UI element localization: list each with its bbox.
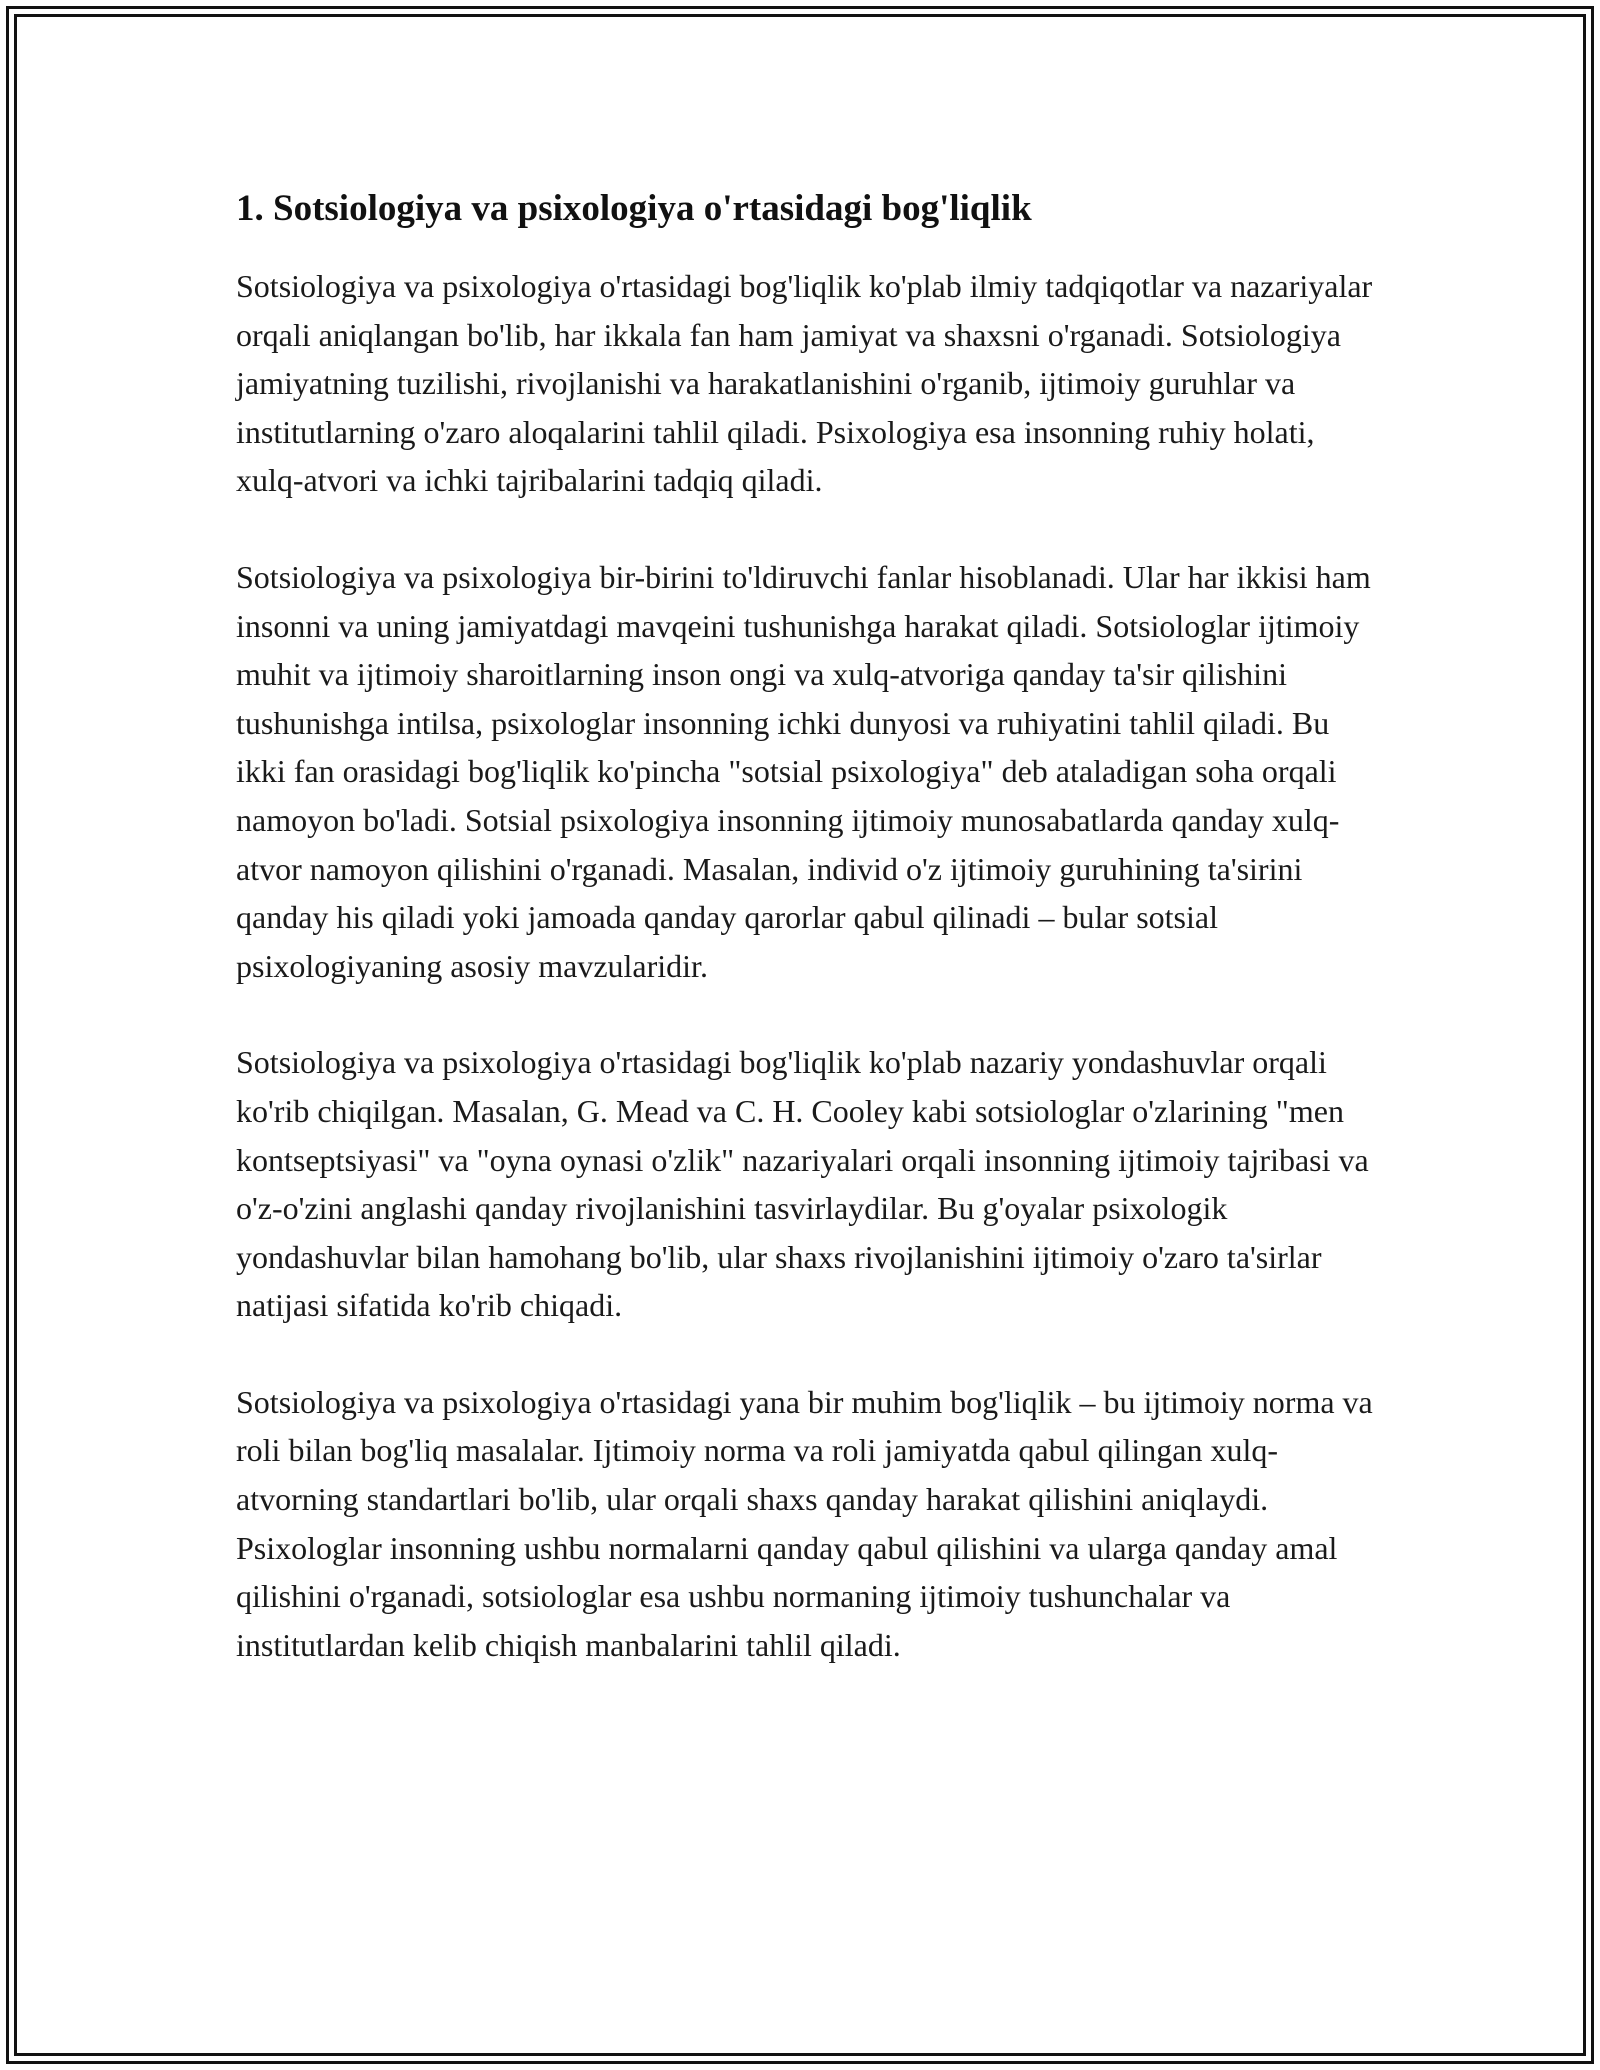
section-heading: 1. Sotsiologiya va psixologiya o'rtasidagi bog'liqlik	[236, 188, 1032, 229]
paragraph-2: Sotsiologiya va psixologiya bir-birini to'ldiruvchi fanlar hisoblanadi. Ular har ikkisi ham insonni va uning jamiyatdagi mavqeini tushunishga harakat qiladi. Sotsiologlar ijtimoiy muhit va ijtimoiy sharoitlarning inson ongi va xulq-atvoriga qanday ta'sir qilishini tushunishga intilsa, psixologlar insonning ichki dunyosi va ruhiyatini tahlil qiladi. Bu ikki fan orasidagi bog'liqlik ko'pincha "sotsial psixologiya" deb ataladigan soha orqali namoyon bo'ladi. Sotsial psixologiya insonning ijtimoiy munosabatlarda qanday xulq-atvor namoyon qilishini o'rganadi. Masalan, individ o'z ijtimoiy guruhining ta'sirini qanday his qiladi yoki jamoada qanday qarorlar qabul qilinadi – bular sotsial psixologiyaning asosiy mavzularidir.	[236, 558, 1371, 984]
paragraph-4: Sotsiologiya va psixologiya o'rtasidagi yana bir muhim bog'liqlik – bu ijtimoiy norma va roli bilan bog'liq masalalar. Ijtimoiy norma va roli jamiyatda qabul qilingan xulq-atvorning standartlari bo'lib, ular orqali shaxs qanday harakat qilishini aniqlaydi. Psixologlar insonning ushbu normalarni qanday qabul qilishini va ularga qanday amal qilishini o'rganadi, sotsiologlar esa ushbu normaning ijtimoiy tushunchalar va institutlardan kelib chiqish manbalarini tahlil qiladi.	[236, 1383, 1373, 1663]
paragraph-3: Sotsiologiya va psixologiya o'rtasidagi bog'liqlik ko'plab nazariy yondashuvlar orqali ko'rib chiqilgan. Masalan, G. Mead va C. H. Cooley kabi sotsiologlar o'zlarining "men kontseptsiyasi" va "oyna oynasi o'zlik" nazariyalari orqali insonning ijtimoiy tajribasi va o'z-o'zini anglashi qanday rivojlanishini tasvirlaydilar. Bu g'oyalar psixologik yondashuvlar bilan hamohang bo'lib, ular shaxs rivojlanishini ijtimoiy o'zaro ta'sirlar natijasi sifatida ko'rib chiqadi.	[236, 1044, 1369, 1324]
paragraph-1: Sotsiologiya va psixologiya o'rtasidagi bog'liqlik ko'plab ilmiy tadqiqotlar va nazariyalar orqali aniqlangan bo'lib, har ikkala fan ham jamiyat va shaxsni o'rganadi. Sotsiologiya jamiyatning tuzilishi, rivojlanishi va harakatlanishini o'rganib, ijtimoiy guruhlar va institutlarning o'zaro aloqalarini tahlil qiladi. Psixologiya esa insonning ruhiy holati, xulq-atvori va ichki tajribalarini tadqiq qiladi.	[236, 268, 1373, 499]
document-body	[236, 186, 1376, 1717]
